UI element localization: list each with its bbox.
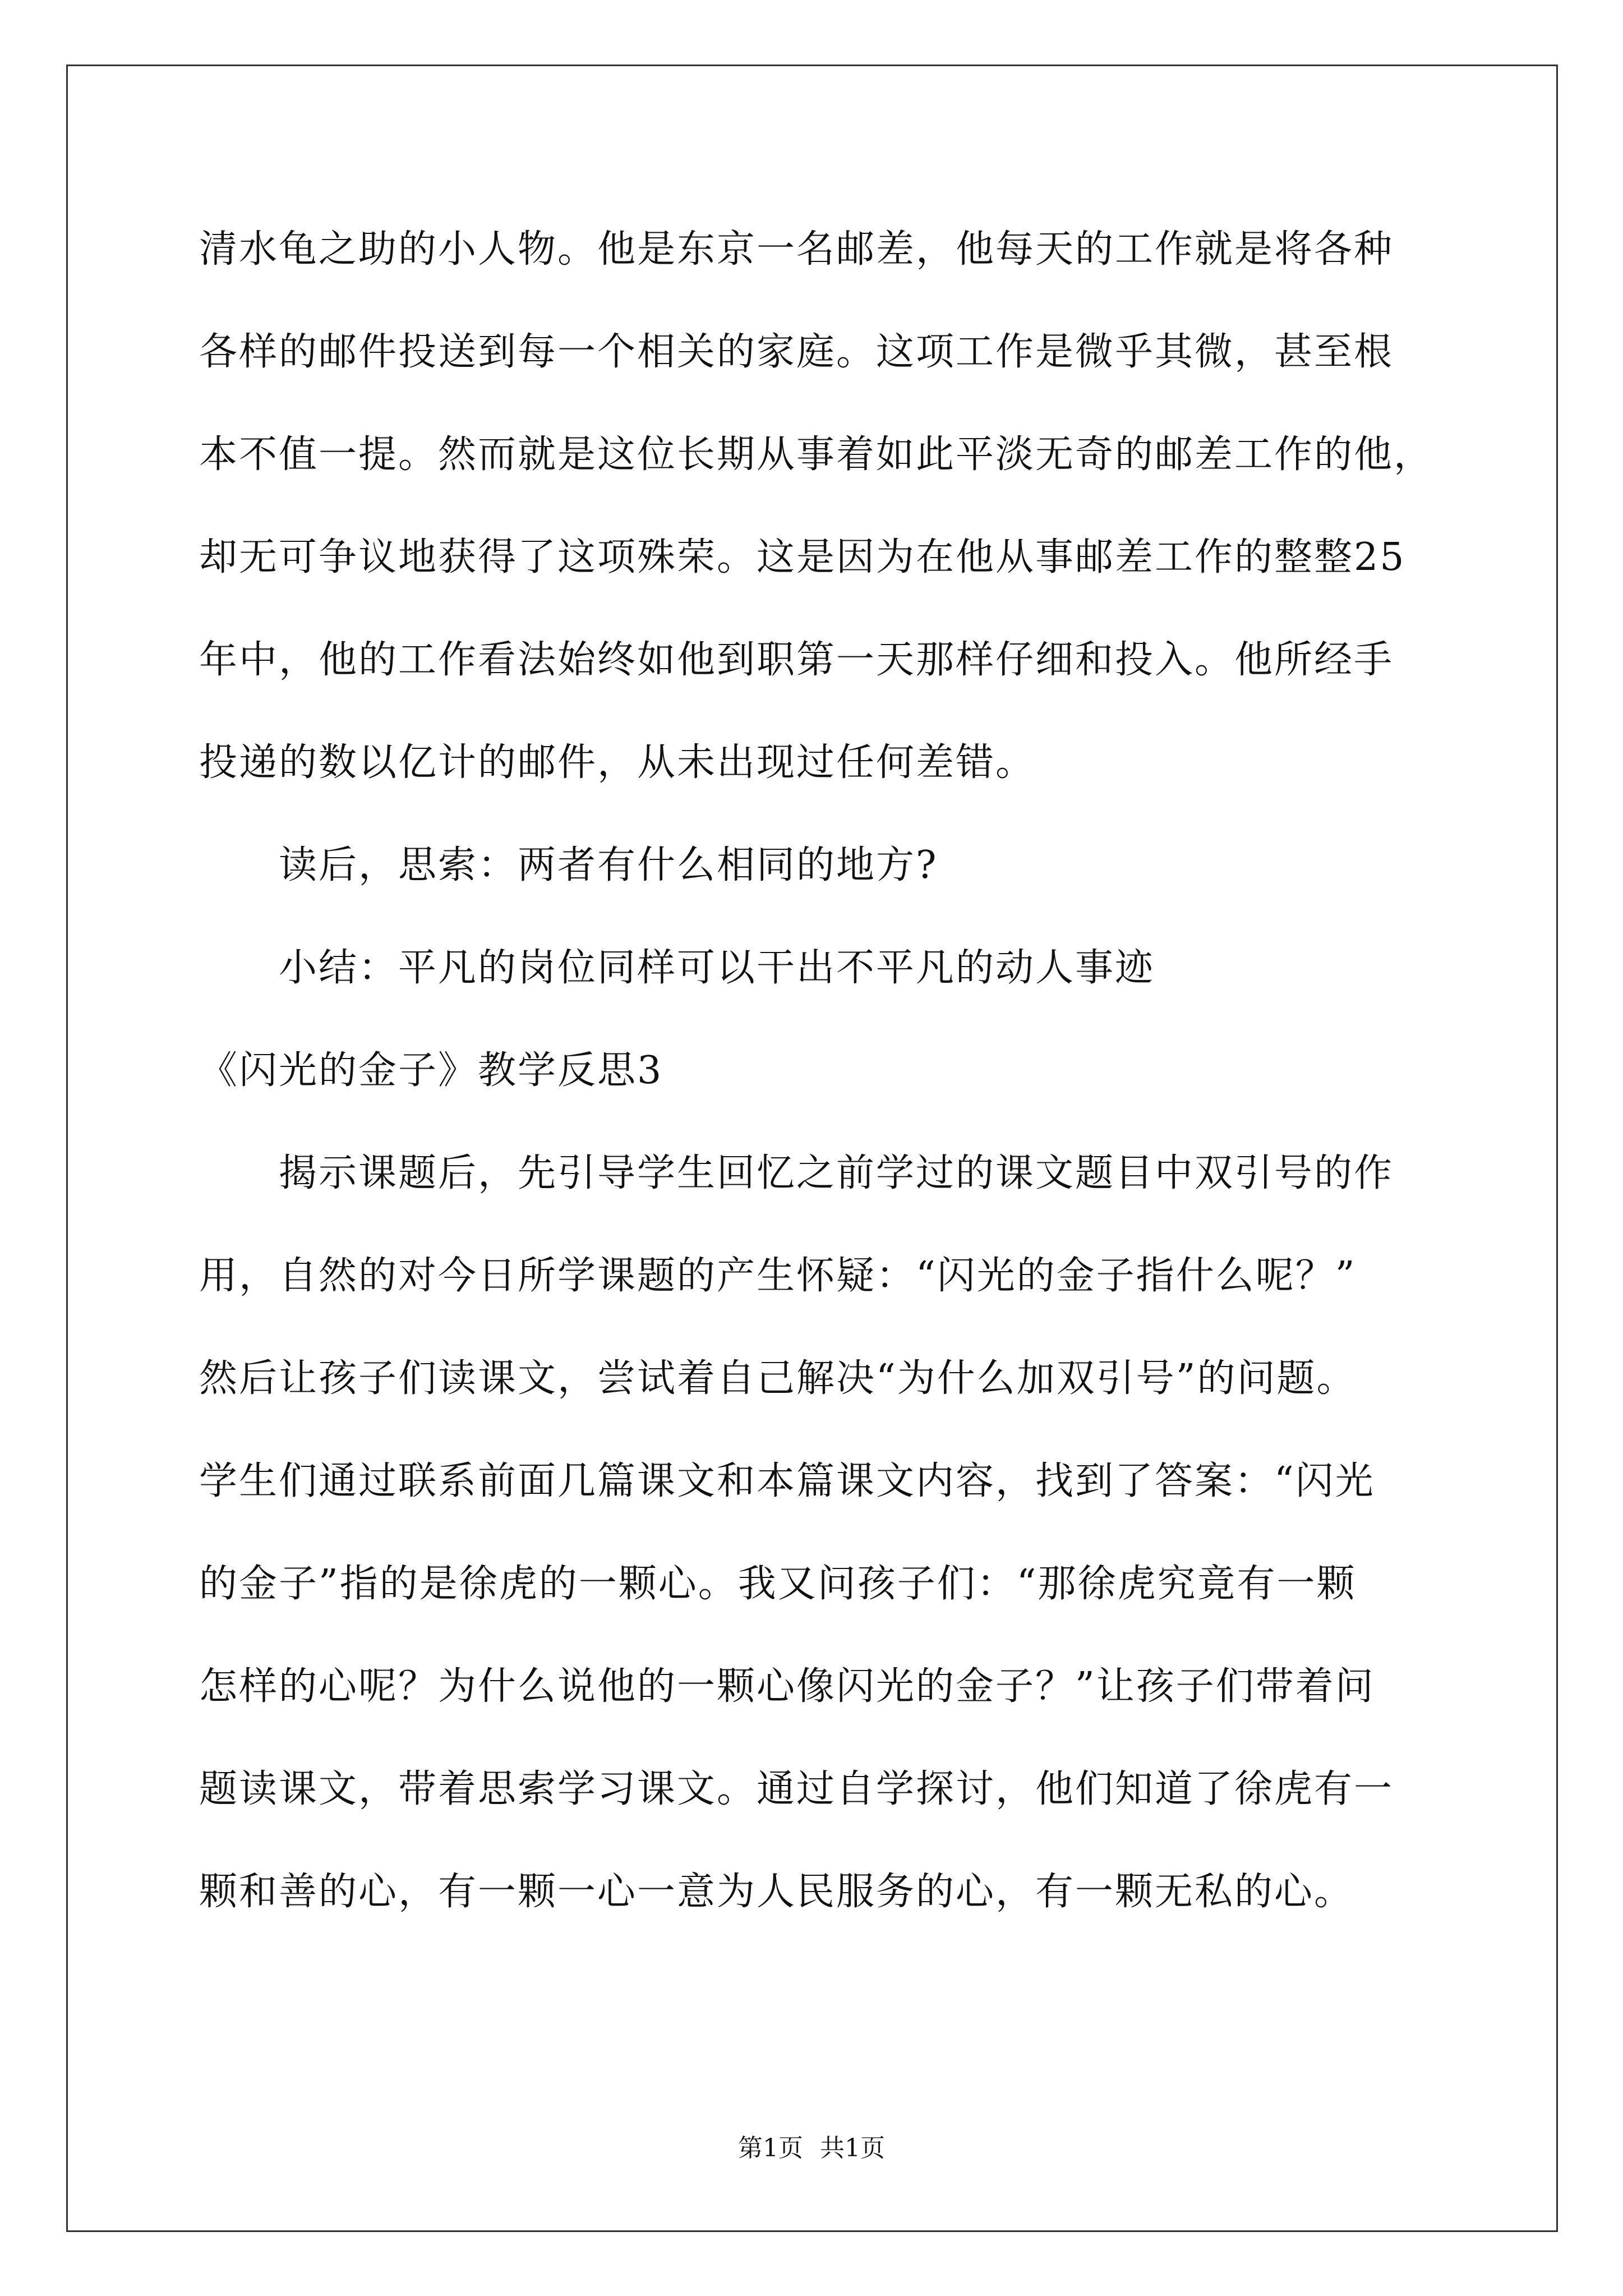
total-pages: 共1页 (820, 2134, 885, 2162)
page-footer (0, 2132, 1623, 2165)
body-line-4: 却无可争议地获得了这项殊荣。这是因为在他从事邮差工作的整整25 (199, 535, 1406, 579)
body-line-17: 颗和善的心，有一颗一心一意为人民服务的心，有一颗无私的心。 (199, 1870, 1354, 1914)
body-line-15: 怎样的心呢？为什么说他的一颗心像闪光的金子？”让孩子们带着问 (199, 1664, 1375, 1709)
body-line-6: 投递的数以亿计的邮件，从未出现过任何差错。 (199, 740, 1036, 785)
body-line-11: 用，自然的对今日所学课题的产生怀疑：“闪光的金子指什么呢？” (199, 1254, 1357, 1298)
body-line-14: 的金子”指的是徐虎的一颗心。我又问孩子们：“那徐虎究竟有一颗 (199, 1562, 1357, 1606)
body-line-10: 揭示课题后，先引导学生回忆之前学过的课文题目中双引号的作 (279, 1151, 1394, 1195)
body-line-7: 读后，思索：两者有什么相同的地方? (279, 843, 938, 887)
body-line-5: 年中，他的工作看法始终如他到职第一天那样仔细和投入。他所经手 (199, 638, 1394, 682)
page-number: 第1页 (738, 2134, 803, 2162)
body-line-3: 本不值一提。然而就是这位长期从事着如此平淡无奇的邮差工作的他， (199, 432, 1434, 477)
body-line-1: 清水龟之助的小人物。他是东京一名邮差，他每天的工作就是将各种 (199, 227, 1394, 272)
body-line-2: 各样的邮件投送到每一个相关的家庭。这项工作是微乎其微，甚至根 (199, 330, 1394, 374)
summary-line: 小结：平凡的岗位同样可以干出不平凡的动人事迹 (279, 946, 1155, 990)
body-line-13: 学生们通过联系前面几篇课文和本篇课文内容，找到了答案：“闪光 (199, 1459, 1375, 1503)
body-line-16: 题读课文，带着思索学习课文。通过自学探讨，他们知道了徐虎有一 (199, 1767, 1394, 1811)
section-heading: 《闪光的金子》教学反思3 (199, 1048, 663, 1093)
body-line-12: 然后让孩子们读课文，尝试着自己解决“为什么加双引号”的问题。 (199, 1356, 1357, 1401)
